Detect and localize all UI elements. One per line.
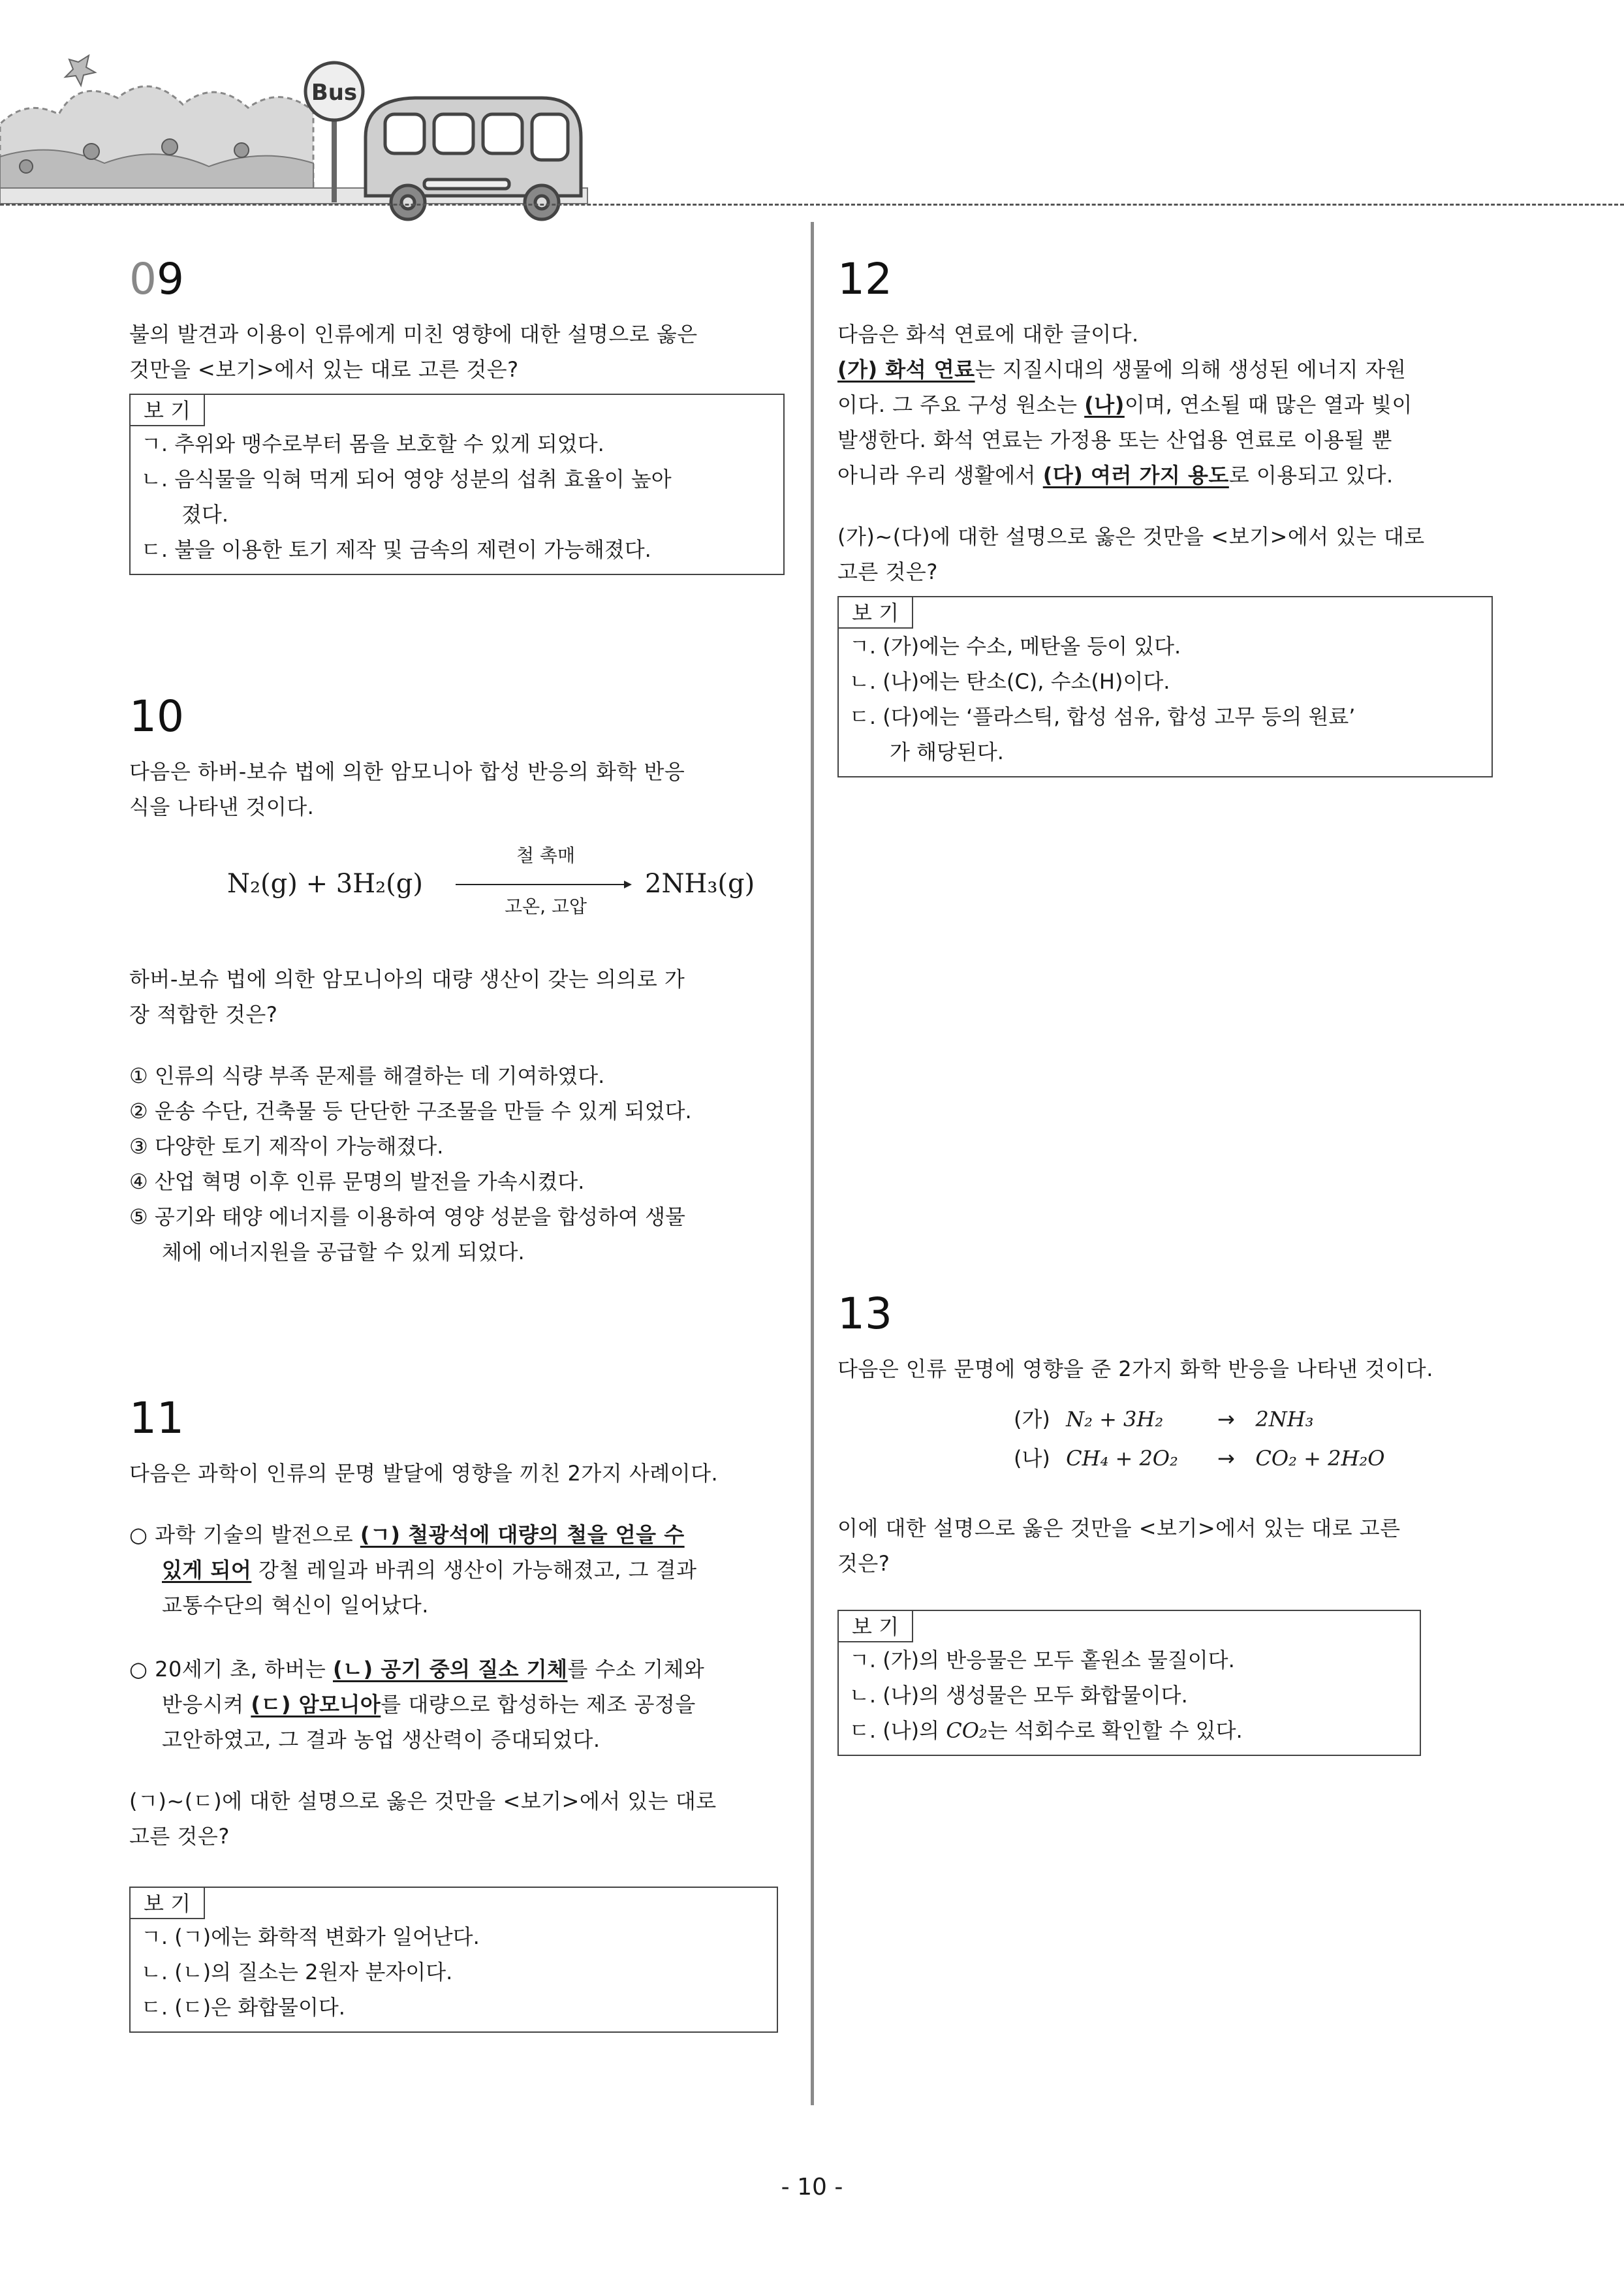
question-12 bbox=[837, 254, 1497, 777]
choice-4[interactable]: ④ 산업 혁명 이후 인류 문명의 발전을 가속시켰다. bbox=[129, 1169, 585, 1194]
bogi-item: ㄱ. (ㄱ)에는 화학적 변화가 일어난다. bbox=[141, 1924, 480, 1949]
reaction-reactants: CH₄ + 2O₂ bbox=[1066, 1446, 1178, 1471]
arrow-condition-catalyst: 철 촉매 bbox=[516, 845, 576, 866]
question-number-digit: 9 bbox=[157, 254, 184, 304]
case-text: 를 수소 기체와 bbox=[567, 1657, 705, 1682]
question-stem: 불의 발견과 이용이 인류에게 미친 영향에 대한 설명으로 옳은 bbox=[129, 322, 698, 347]
right-column bbox=[837, 254, 1497, 1743]
choice-2[interactable]: ② 운송 수단, 건축물 등 단단한 구조물을 만들 수 있게 되었다. bbox=[129, 1099, 692, 1123]
question-prompt: 고른 것은? bbox=[129, 1824, 230, 1849]
case-text: 반응시켜 bbox=[162, 1692, 251, 1717]
bogi-item: ㄷ. (ㄷ)은 화합물이다. bbox=[141, 1995, 345, 2020]
bogi-item-text: ㄷ. (나)의 bbox=[849, 1718, 946, 1743]
bogi-label: 보 기 bbox=[839, 1611, 913, 1642]
equation-reactants: N₂(g) + 3H₂(g) bbox=[227, 869, 423, 899]
sparkle-icon bbox=[65, 55, 95, 86]
reaction-arrow: → bbox=[1217, 1446, 1235, 1471]
question-prompt: 장 적합한 것은? bbox=[129, 1002, 278, 1027]
question-number: 13 bbox=[837, 1289, 892, 1339]
bogi-item: 가 해당된다. bbox=[890, 740, 1004, 764]
question-11 bbox=[129, 1393, 789, 2033]
header-illustration bbox=[0, 0, 1624, 222]
case-1 bbox=[129, 1517, 789, 1623]
bogi-item: ㄱ. (가)의 반응물은 모두 홑원소 물질이다. bbox=[849, 1648, 1235, 1672]
question-prompt: 고른 것은? bbox=[837, 559, 938, 584]
question-stem: 것만을 <보기>에서 있는 대로 고른 것은? bbox=[129, 357, 519, 382]
underlined-term: (ㄴ) 공기 중의 질소 기체 bbox=[332, 1657, 568, 1682]
passage-text: 로 이용되고 있다. bbox=[1228, 463, 1394, 488]
reaction-equation bbox=[129, 838, 789, 935]
column-divider bbox=[811, 222, 814, 2105]
underlined-term: (ㄷ) 암모니아 bbox=[251, 1692, 381, 1717]
reaction-na bbox=[1014, 1439, 1384, 1478]
question-prompt: 이에 대한 설명으로 옳은 것만을 <보기>에서 있는 대로 고른 bbox=[837, 1516, 1401, 1541]
bogi-item: ㄴ. (나)에는 탄소(C), 수소(H)이다. bbox=[849, 669, 1170, 694]
question-prompt: (ㄱ)~(ㄷ)에 대한 설명으로 옳은 것만을 <보기>에서 있는 대로 bbox=[129, 1789, 717, 1813]
reaction-list bbox=[837, 1400, 1497, 1484]
reaction-arrow-icon bbox=[456, 878, 632, 891]
passage-text: 아니라 우리 생활에서 bbox=[837, 463, 1043, 488]
bogi-item: ㄴ. 음식물을 익혀 먹게 되어 영양 성분의 섭취 효율이 높아 bbox=[141, 467, 672, 492]
equation-products: 2NH₃(g) bbox=[645, 869, 755, 899]
question-stem: 식을 나타낸 것이다. bbox=[129, 794, 315, 819]
left-column bbox=[129, 254, 789, 2020]
question-prompt: 하버-보슈 법에 의한 암모니아의 대량 생산이 갖는 의의로 가 bbox=[129, 967, 685, 992]
reaction-label: (가) bbox=[1014, 1407, 1050, 1432]
case-text: 강철 레일과 바퀴의 생산이 가능해졌고, 그 결과 bbox=[251, 1558, 697, 1582]
reaction-reactants: N₂ + 3H₂ bbox=[1066, 1407, 1164, 1432]
bogi-item: ㄱ. 추위와 맹수로부터 몸을 보호할 수 있게 되었다. bbox=[141, 431, 604, 456]
bus-sign-text: Bus bbox=[311, 80, 358, 106]
underlined-term: (나) bbox=[1084, 392, 1125, 417]
passage-text: 발생한다. 화석 연료는 가정용 또는 산업용 연료로 이용될 뿐 bbox=[837, 428, 1392, 452]
passage-text: 이다. 그 주요 구성 원소는 bbox=[837, 392, 1085, 417]
underlined-term: (ㄱ) 철광석에 대량의 철을 얻을 수 bbox=[360, 1522, 685, 1547]
question-number-digit: 0 bbox=[129, 254, 157, 304]
page-number: - 10 - bbox=[781, 2174, 843, 2201]
case-text: 고안하였고, 그 결과 농업 생산력이 증대되었다. bbox=[162, 1727, 601, 1752]
question-prompt: 것은? bbox=[837, 1551, 890, 1576]
reaction-label: (나) bbox=[1014, 1446, 1050, 1471]
bogi-item: ㄴ. (나)의 생성물은 모두 화합물이다. bbox=[849, 1683, 1188, 1708]
bogi-label: 보 기 bbox=[131, 395, 205, 426]
passage-text: 이며, 연소될 때 많은 열과 빛이 bbox=[1124, 392, 1413, 417]
bogi-box bbox=[129, 1887, 778, 2033]
choice-1[interactable]: ① 인류의 식량 부족 문제를 해결하는 데 기여하였다. bbox=[129, 1063, 605, 1088]
answer-choices bbox=[129, 1058, 789, 1270]
bogi-label: 보 기 bbox=[839, 597, 913, 629]
underlined-term: (다) 여러 가지 용도 bbox=[1042, 463, 1229, 488]
bogi-item: ㄱ. (가)에는 수소, 메탄올 등이 있다. bbox=[849, 634, 1181, 659]
case-text: ○ 과학 기술의 발전으로 bbox=[129, 1522, 360, 1547]
underlined-term: 있게 되어 bbox=[162, 1558, 252, 1582]
choice-3[interactable]: ③ 다양한 토기 제작이 가능해졌다. bbox=[129, 1134, 444, 1159]
formula-co2: CO₂ bbox=[946, 1718, 988, 1743]
bogi-item: ㄴ. (ㄴ)의 질소는 2원자 분자이다. bbox=[141, 1960, 453, 1984]
choice-5-continued[interactable]: 체에 에너지원을 공급할 수 있게 되었다. bbox=[162, 1240, 525, 1264]
bogi-item: 졌다. bbox=[181, 502, 228, 527]
question-13 bbox=[837, 1289, 1497, 1756]
bogi-item-text: 는 석회수로 확인할 수 있다. bbox=[987, 1718, 1243, 1743]
question-number bbox=[129, 254, 789, 304]
underlined-term: (가) 화석 연료 bbox=[837, 357, 975, 382]
question-number: 11 bbox=[129, 1393, 184, 1443]
question-stem: 다음은 화석 연료에 대한 글이다. bbox=[837, 322, 1139, 347]
question-stem: 다음은 인류 문명에 영향을 준 2가지 화학 반응을 나타낸 것이다. bbox=[837, 1356, 1433, 1381]
bogi-box bbox=[129, 394, 785, 575]
header-dashed-line bbox=[0, 204, 1624, 206]
bogi-box bbox=[837, 596, 1493, 777]
choice-5[interactable]: ⑤ 공기와 태양 에너지를 이용하여 영양 성분을 합성하여 생물 bbox=[129, 1204, 685, 1229]
bogi-item: ㄷ. 불을 이용한 토기 제작 및 금속의 제련이 가능해졌다. bbox=[141, 537, 651, 562]
question-prompt: (가)~(다)에 대한 설명으로 옳은 것만을 <보기>에서 있는 대로 bbox=[837, 524, 1425, 549]
question-09 bbox=[129, 254, 789, 575]
bogi-item: ㄷ. (다)에는 ‘플라스틱, 합성 섬유, 합성 고무 등의 원료’ bbox=[849, 704, 1356, 729]
reaction-arrow: → bbox=[1217, 1407, 1235, 1432]
question-number: 10 bbox=[129, 691, 184, 742]
bogi-label: 보 기 bbox=[131, 1888, 205, 1919]
bogi-box bbox=[837, 1610, 1421, 1756]
case-text: 교통수단의 혁신이 일어났다. bbox=[162, 1593, 429, 1618]
reaction-ga bbox=[1014, 1400, 1314, 1439]
passage-text: 는 지질시대의 생물에 의해 생성된 에너지 자원 bbox=[975, 357, 1407, 382]
case-text: ○ 20세기 초, 하버는 bbox=[129, 1657, 333, 1682]
arrow-condition-temp-pressure: 고온, 고압 bbox=[505, 896, 587, 917]
question-10 bbox=[129, 691, 789, 1270]
reaction-products: 2NH₃ bbox=[1255, 1407, 1314, 1432]
question-stem: 다음은 하버-보슈 법에 의한 암모니아 합성 반응의 화학 반응 bbox=[129, 759, 685, 784]
question-stem: 다음은 과학이 인류의 문명 발달에 영향을 끼친 2가지 사례이다. bbox=[129, 1461, 719, 1486]
question-number: 12 bbox=[837, 254, 892, 304]
reaction-products: CO₂ + 2H₂O bbox=[1255, 1446, 1385, 1471]
case-text: 를 대량으로 합성하는 제조 공정을 bbox=[381, 1692, 696, 1717]
case-2 bbox=[129, 1652, 789, 1757]
